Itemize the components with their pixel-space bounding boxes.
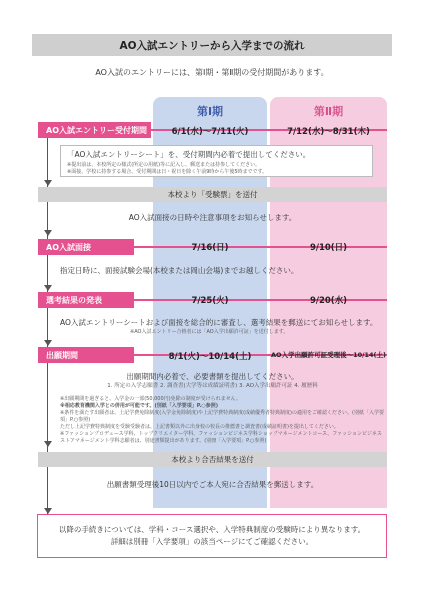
application-note-3: ※条件を満たす出願者は、上記学費免除制度(入学金免除制度)や上記学費特典制度(成績優秀者特典制度)の適用をご確認ください。(別紙「入学要項」P.○参照) bbox=[60, 410, 384, 423]
application-notice: 出願期間内必着で、必要書類を提出してください。 bbox=[126, 372, 299, 381]
acceptance-notice: 出願書類受理後10日以内でご本人宛に合否結果を郵送します。 bbox=[106, 480, 319, 489]
acceptance-result-bar: 本校より合否結果を送付 bbox=[38, 452, 387, 467]
interview-notice: 指定日時に、面接試験会場(本校または岡山会場)までお越しください。 bbox=[60, 266, 299, 275]
application-note-6: ストアマネージメント学科志願者は、別途書類提出があります。(別冊「入学要項」P.○参照) bbox=[60, 438, 267, 444]
application-period2-date: AO入学出願許可証受理後〜10/14(土) bbox=[271, 351, 386, 359]
application-notes bbox=[60, 396, 387, 445]
flow-arrow-icon bbox=[44, 230, 52, 236]
period1-header: 第Ⅰ期 bbox=[196, 105, 224, 118]
entry-period1-date: 6/1(水)〜7/11(火) bbox=[171, 127, 249, 137]
result-period1-date: 7/25(火) bbox=[191, 296, 229, 306]
flow-arrow-icon bbox=[44, 441, 52, 447]
footer-line-1: 以降の手続きについては、学科・コース選択や、入学特典制度の受験時により異なります。 bbox=[58, 525, 366, 534]
result-label: 選考結果の発表 bbox=[38, 292, 134, 308]
interview-label: AO入試面接 bbox=[38, 239, 134, 255]
footer-notice-box bbox=[37, 514, 387, 558]
application-note-4: ただし上記学費特典制度を受験受験者は、上記書類以外に出身校の校長の推薦書と調査書(成績証明書)を提出してください。 bbox=[60, 424, 339, 430]
intro-text: AO入試のエントリーには、第Ⅰ期・第Ⅱ期の受付期間があります。 bbox=[95, 68, 329, 77]
application-label: 出願期間 bbox=[38, 347, 134, 363]
required-documents: 1. 所定の入学志願書 2. 調査書(大学等は成績証明書) 3. AO入学出願許可証 4. 履歴料 bbox=[107, 383, 318, 389]
footer-line-2: 詳細は別冊「入学要項」の該当ページにてご確認ください。 bbox=[110, 537, 314, 546]
exam-notice: AO入試面接の日時や注意事項をお知らせします。 bbox=[128, 213, 297, 222]
application-period1-date: 8/1(火)〜10/14(土) bbox=[168, 352, 252, 362]
entry-note-2: ※面接、学校に持参する場合、受付期間は日・祝日を除く午前9時から午後5時までです。 bbox=[67, 168, 268, 175]
entry-info-box bbox=[60, 145, 373, 177]
entry-info-text: 「AO入試エントリーシート」を、受付期間内必着で提出してください。 bbox=[67, 150, 311, 159]
flow-arrow-icon bbox=[44, 180, 52, 186]
result-period2-date: 9/20(水) bbox=[309, 296, 348, 306]
result-notice: AO入試エントリーシートおよび面接を総合的に審査し、選考結果を郵送にてお知らせします。 bbox=[60, 318, 378, 327]
page-title: AO入試エントリーから入学までの流れ bbox=[32, 34, 392, 56]
interview-period1-date: 7/16(日) bbox=[191, 243, 229, 253]
interview-period2-date: 9/10(日) bbox=[309, 243, 348, 253]
application-note-5: ※ファッションプロデュース学科、トップクリエイター学科、ファッションビジネス学科ショップマネージメントコース、ファッションビジネス bbox=[60, 431, 382, 437]
application-note-2: ※相応教育機関入学との併用が可能です。(別紙「入学要項」P.○参照) bbox=[60, 403, 219, 409]
result-small-note: ※AO入試エントリー合格者には「AO入学出願許可証」を送付します。 bbox=[130, 329, 289, 335]
entry-note-1: ※提出前は、本校所定の様式(所定の用紙)等に記入し、郵送または持参してください。 bbox=[67, 162, 261, 168]
application-note-1: ※出願期間を過ぎると、入学金の一部(50,000円)免除の制度が受けられません。 bbox=[60, 396, 241, 402]
flow-arrow-icon bbox=[44, 285, 52, 291]
entry-period-label: AO入試エントリー受付期間 bbox=[38, 122, 151, 138]
flow-arrow-icon bbox=[44, 340, 52, 346]
period2-header: 第Ⅱ期 bbox=[313, 105, 344, 118]
entry-period2-date: 7/12(水)〜8/31(木) bbox=[287, 127, 370, 137]
exam-ticket-bar: 本校より「受験票」を送付 bbox=[38, 187, 387, 202]
entry-note bbox=[61, 161, 372, 177]
